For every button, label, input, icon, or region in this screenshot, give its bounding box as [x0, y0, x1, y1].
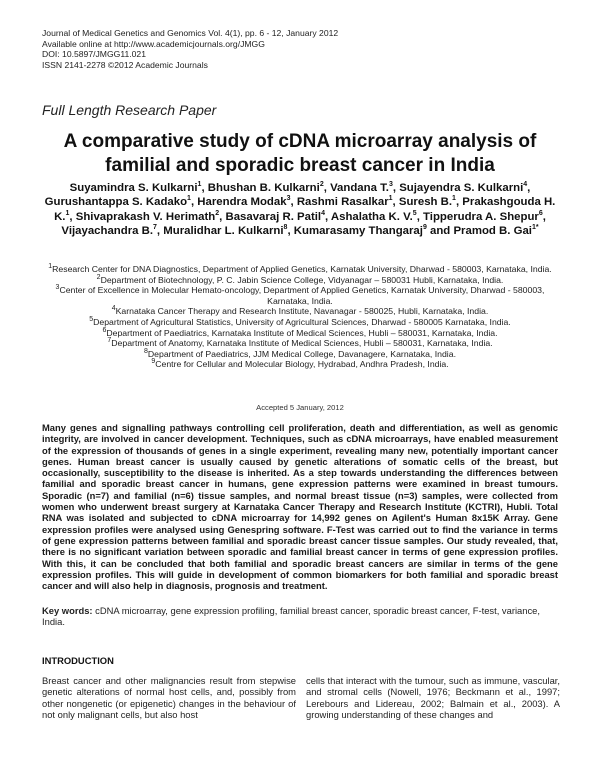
journal-citation: Journal of Medical Genetics and Genomics Vol. 4(1), pp. 6 - 12, January 2012	[42, 28, 339, 38]
affiliation-text: Department of Biotechnology, P. C. Jabin Science College, Vidyanagar – 580031 Hubli, Karnataka, India.	[100, 274, 504, 285]
affiliation-marker: 4	[111, 305, 116, 313]
affiliation-marker: 5	[89, 316, 94, 324]
author-name: Prakashgouda H. K.	[54, 196, 556, 223]
author-affiliation-marker: 1	[452, 195, 456, 203]
paper-title	[30, 130, 570, 178]
author-name: Kumarasamy Thangaraj	[293, 224, 423, 237]
journal-issn: ISSN 2141-2278 ©2012 Academic Journals	[42, 59, 208, 70]
affiliation-marker: 7	[107, 337, 112, 345]
affiliation-text: Centre for Cellular and Molecular Biology, Hydrabad, Andhra Pradesh, India.	[155, 359, 449, 370]
author-affiliation-marker: 6	[538, 209, 543, 217]
affiliation-item	[36, 359, 564, 370]
author-affiliation-marker: 2	[215, 209, 220, 217]
author-name: Pramod B. Gai	[453, 224, 532, 237]
affiliation-item	[36, 285, 564, 306]
author-affiliation-marker: 4	[321, 209, 325, 217]
author-name: Harendra Modak	[197, 196, 287, 209]
introduction-column-right: cells that interact with the tumour, such as immune, vascular, and stromal cells (Nowell, 1976; Beckmann et al., 1997; Lerebours and Lidereau, 2002; Balmain et al., 2003). A growing understanding of these changes and	[306, 675, 560, 720]
affiliation-marker: 3	[55, 284, 60, 292]
introduction-column-left: Breast cancer and other malignancies result from stepwise genetic alterations of normal host cells, and, possibly from other nongenetic (or epigenetic) changes in the behaviour of not only malignant cells, but also host	[42, 675, 296, 720]
affiliation-marker: 1	[48, 263, 53, 271]
author-affiliation-marker: 1	[187, 195, 191, 203]
author-affiliation-marker: 7	[153, 224, 157, 232]
affiliation-item	[36, 328, 564, 339]
author-affiliation-marker: 5	[412, 209, 417, 217]
author-name: Rashmi Rasalkar	[296, 196, 389, 209]
title-line-1: A comparative study of cDNA microarray analysis of	[63, 131, 537, 152]
affiliation-text: Department of Anatomy, Karnataka Institute of Medical Sciences, Hubli – 580031, Karnataka, India.	[111, 338, 493, 349]
author-affiliation-marker: 3	[388, 181, 393, 189]
author-name: Vandana T.	[330, 182, 389, 194]
author-name: Basavaraj R. Patil	[225, 210, 322, 223]
author-name: Suresh B.	[398, 196, 453, 209]
title-line-2: familial and sporadic breast cancer in India	[105, 155, 495, 176]
accepted-date: Accepted 5 January, 2012	[256, 403, 344, 412]
affiliation-text: Research Center for DNA Diagnostics, Department of Applied Genetics, Karnatak University, Dharwad - 580003, Karnataka, India.	[52, 264, 552, 274]
author-affiliation-marker: 1	[388, 195, 393, 203]
author-affiliation-marker: 3	[286, 195, 291, 203]
keywords	[42, 605, 558, 628]
author-affiliation-marker: 8	[283, 224, 288, 232]
author-affiliation-marker: 1	[65, 209, 70, 217]
affiliation-text: Karnataka Cancer Therapy and Research Institute, Navanagar - 580025, Hubli, Karnataka, India.	[115, 306, 489, 317]
affiliation-item	[36, 275, 564, 286]
affiliation-item	[36, 264, 564, 275]
affiliation-item	[36, 349, 564, 360]
author-name: Shivaprakash V. Herimath	[75, 210, 216, 223]
abstract: Many genes and signalling pathways controlling cell proliferation, death and differentiation, as well as genomic integrity, are involved in cancer development. Techniques, such as cDNA microarrays, have enabled measurement of the expression of thousands of genes in a single experiment, revealing many new, potentially important cancer genes. Human breast cancer is usually caused by genetic alterations of somatic cells of the breast, but occasionally, susceptibility to the disease is inherited. As a step towards understanding the differences between familial and sporadic breast cancer in humans, gene expression patterns were examined in breast tumours. Sporadic (n=7) and familial (n=6) tissue samples, and normal breast tissue (n=3) samples, were collected from women who underwent breast surgery at Karnataka Cancer Therapy and Research Institute (KCTRI), Hubli. Total RNA was isolated and subjected to cDNA microarray for 14,992 genes on Agilent's Human 8x15K Array. Gene expression profiles were analysed using Genespring software. F-Test was carried out to find the variance in terms of gene expression patterns between familial and sporadic breast cancer tissue samples. Our study revealed, that, there is no significant variation between sporadic and familial breast cancer in terms of gene expression profiles. With this, it can be concluded that both familial and sporadic breast cancers are similar in terms of the gene expression profiles. This will guide in development of common biomarkers for both familial and sporadic breast cancer and will also help in diagnosis, prognosis and treatment.	[42, 422, 558, 592]
introduction-heading: INTRODUCTION	[42, 655, 114, 666]
author-name: Sujayendra S. Kulkarni	[399, 182, 524, 194]
affiliation-item	[36, 338, 564, 349]
author-name: Muralidhar L. Kulkarni	[163, 224, 284, 237]
journal-doi: DOI: 10.5897/JMGG11.021	[42, 49, 146, 60]
affiliation-marker: 2	[96, 273, 101, 281]
affiliation-text: Department of Paediatrics, JJM Medical College, Davanagere, Karnataka, India.	[147, 348, 456, 359]
author-affiliation-marker: 9	[422, 224, 427, 232]
author-affiliation-marker: 1	[197, 181, 202, 189]
journal-header	[42, 28, 338, 70]
author-name: Gurushantappa S. Kadako	[44, 196, 188, 209]
author-name: Tipperudra A. Shepur	[423, 210, 539, 223]
author-name: Bhushan B. Kulkarni	[207, 182, 320, 194]
author-name: Suyamindra S. Kulkarni	[69, 182, 198, 194]
affiliation-marker: 6	[102, 326, 107, 334]
author-name: Ashalatha K. V.	[330, 210, 413, 223]
affiliation-text: Center of Excellence in Molecular Hemato-oncology, Department of Applied Genetics, Karnatak University, Dharwad - 580003, Karnataka, India.	[59, 285, 545, 306]
paper-type: Full Length Research Paper	[42, 102, 217, 118]
affiliation-text: Department of Agricultural Statistics, University of Agricultural Sciences, Dharwad - 580005 Karnataka, India.	[93, 316, 511, 327]
keywords-text: cDNA microarray, gene expression profiling, familial breast cancer, sporadic breast cancer, F-test, variance, India.	[42, 605, 540, 628]
author-affiliation-marker: 1*	[531, 224, 539, 232]
author-list: Suyamindra S. Kulkarni$^1$, Bhushan B. Kulkarni$^2$, Vandana T.$^3$, Sujayendra S. Kulkarni$^4$, Gurushantappa S. Kadako$^1$, Harendra Modak$^3$, Rashmi Rasalkar$^1$, Suresh B.$^1$, Prakashgouda H. K.$^1$, Shivaprakash V. Herimath$^2$, Basavaraj R. Patil$^4$, Ashalatha K. V.$^5$, Tipperudra A. Shepur$^6$, Vijayachandra B.$^7$, Muralidhar L. Kulkarni$^8$, Kumarasamy Thangaraj$^9$ and Pramod B. Gai$^{1*}$	[44, 181, 556, 237]
affiliation-marker: 9	[151, 358, 156, 366]
author-affiliation-marker: 4	[523, 181, 528, 189]
affiliation-marker: 8	[144, 347, 148, 355]
author-affiliation-marker: 2	[319, 181, 324, 189]
keywords-label: Key words:	[42, 605, 93, 616]
affiliation-item	[36, 317, 564, 328]
author-name: Vijayachandra B.	[61, 224, 154, 237]
journal-url: Available online at http://www.academicjournals.org/JMGG	[42, 38, 265, 49]
affiliation-item	[36, 306, 564, 317]
affiliation-text: Department of Paediatrics, Karnataka Institute of Medical Sciences, Hubli – 580031, Karnataka, India.	[106, 327, 498, 338]
author-conjunction: and	[430, 224, 451, 237]
affiliation-list	[36, 264, 564, 370]
